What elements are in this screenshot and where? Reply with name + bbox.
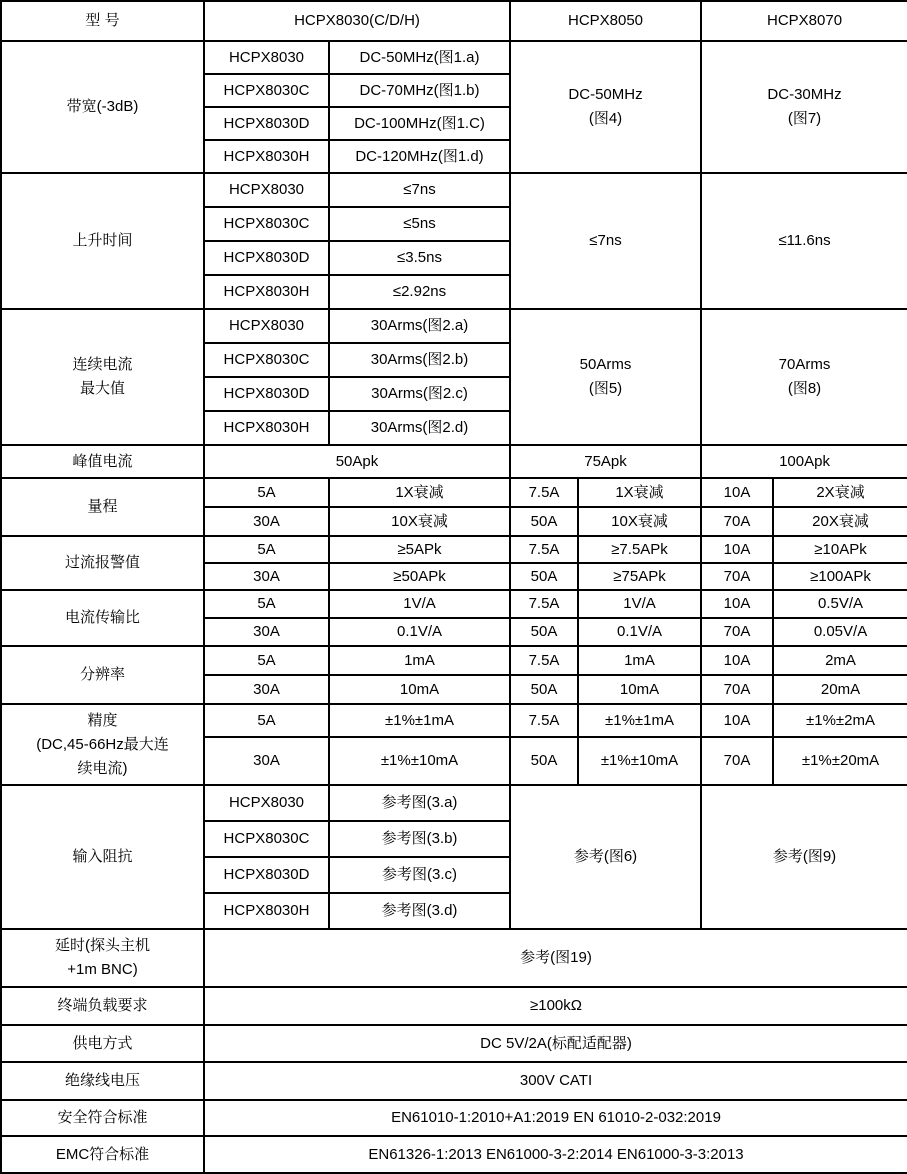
accuracy-cell: 30A [204, 737, 329, 785]
value-line: 50Arms [579, 356, 632, 373]
bandwidth-sub-model: HCPX8030 [204, 41, 329, 74]
emc-standard-value: EN61326-1:2013 EN61000-3-2:2014 EN61000-3-3:2013 [204, 1136, 907, 1173]
range-cell: 70A [701, 507, 773, 536]
peak-current-hcpx8030-value: 50Apk [204, 445, 510, 478]
ratio-cell: 0.05V/A [773, 618, 907, 646]
table-row [1, 309, 907, 343]
ratio-cell: 5A [204, 590, 329, 618]
bandwidth-sub-value: DC-100MHz(图1.C) [329, 107, 510, 140]
range-cell: 30A [204, 507, 329, 536]
header-model-label: 型 号 [1, 1, 204, 41]
accuracy-cell: ±1%±10mA [578, 737, 701, 785]
resolution-cell: 30A [204, 675, 329, 704]
alarm-cell: 10A [701, 536, 773, 563]
label-line: +1m BNC) [67, 961, 138, 978]
ratio-cell: 0.1V/A [578, 618, 701, 646]
ratio-cell: 1V/A [578, 590, 701, 618]
bandwidth-sub-value: DC-70MHz(图1.b) [329, 74, 510, 107]
row-label-terminal-load: 终端负载要求 [1, 987, 204, 1025]
row-label-delay [1, 929, 204, 987]
bandwidth-sub-model: HCPX8030C [204, 74, 329, 107]
range-cell: 5A [204, 478, 329, 507]
alarm-cell: ≥10APk [773, 536, 907, 563]
alarm-cell: ≥7.5APk [578, 536, 701, 563]
accuracy-cell: 7.5A [510, 704, 578, 737]
accuracy-cell: ±1%±2mA [773, 704, 907, 737]
table-row [1, 173, 907, 207]
impedance-sub-value: 参考图(3.d) [329, 893, 510, 929]
bandwidth-hcpx8050-value [510, 41, 701, 173]
rise-time-hcpx8070-value: ≤11.6ns [701, 173, 907, 309]
label-line: (DC,45-66Hz最大连 [36, 735, 169, 753]
continuous-current-sub-value: 30Arms(图2.c) [329, 377, 510, 411]
resolution-cell: 10mA [329, 675, 510, 704]
bandwidth-hcpx8070-value [701, 41, 907, 173]
range-cell: 7.5A [510, 478, 578, 507]
accuracy-cell: 70A [701, 737, 773, 785]
row-label-emc-standard: EMC符合标准 [1, 1136, 204, 1173]
continuous-current-hcpx8070-value [701, 309, 907, 445]
table-row [1, 929, 907, 987]
table-row [1, 1, 907, 41]
impedance-sub-value: 参考图(3.c) [329, 857, 510, 893]
figure-ref: (图8) [787, 380, 822, 397]
alarm-cell: 50A [510, 563, 578, 590]
impedance-sub-model: HCPX8030 [204, 785, 329, 821]
continuous-current-sub-model: HCPX8030 [204, 309, 329, 343]
label-line: 延时(探头主机 [55, 937, 150, 954]
value-line: DC-50MHz [568, 86, 643, 103]
table-row [1, 536, 907, 563]
ratio-cell: 0.5V/A [773, 590, 907, 618]
figure-ref: (图4) [588, 110, 623, 127]
alarm-cell: ≥50APk [329, 563, 510, 590]
impedance-sub-model: HCPX8030H [204, 893, 329, 929]
resolution-cell: 70A [701, 675, 773, 704]
table-row [1, 445, 907, 478]
continuous-current-sub-model: HCPX8030D [204, 377, 329, 411]
table-row [1, 590, 907, 618]
power-supply-value: DC 5V/2A(标配适配器) [204, 1025, 907, 1062]
safety-standard-value: EN61010-1:2010+A1:2019 EN 61010-2-032:2019 [204, 1100, 907, 1136]
resolution-cell: 1mA [329, 646, 510, 675]
rise-time-sub-value: ≤3.5ns [329, 241, 510, 275]
row-label-overcurrent-alarm: 过流报警值 [1, 536, 204, 590]
header-hcpx8070: HCPX8070 [701, 1, 907, 41]
alarm-cell: 70A [701, 563, 773, 590]
table-row [1, 785, 907, 821]
accuracy-cell: ±1%±20mA [773, 737, 907, 785]
alarm-cell: 30A [204, 563, 329, 590]
bandwidth-sub-value: DC-120MHz(图1.d) [329, 140, 510, 173]
table-row [1, 1136, 907, 1173]
label-line: 续电流) [77, 759, 128, 777]
resolution-cell: 10A [701, 646, 773, 675]
range-cell: 50A [510, 507, 578, 536]
table-row [1, 1025, 907, 1062]
terminal-load-value: ≥100kΩ [204, 987, 907, 1025]
rise-time-sub-model: HCPX8030 [204, 173, 329, 207]
row-label-safety-standard: 安全符合标准 [1, 1100, 204, 1136]
row-label-input-impedance: 输入阻抗 [1, 785, 204, 929]
label-line: 精度 [87, 711, 118, 729]
peak-current-hcpx8050-value: 75Apk [510, 445, 701, 478]
alarm-cell: ≥5APk [329, 536, 510, 563]
ratio-cell: 0.1V/A [329, 618, 510, 646]
row-label-continuous-current [1, 309, 204, 445]
ratio-cell: 70A [701, 618, 773, 646]
table-row [1, 987, 907, 1025]
range-cell: 10A [701, 478, 773, 507]
row-label-resolution: 分辨率 [1, 646, 204, 704]
accuracy-cell: 10A [701, 704, 773, 737]
continuous-current-sub-model: HCPX8030C [204, 343, 329, 377]
continuous-current-sub-model: HCPX8030H [204, 411, 329, 445]
alarm-cell: 5A [204, 536, 329, 563]
range-cell: 20X衰减 [773, 507, 907, 536]
row-label-rise-time: 上升时间 [1, 173, 204, 309]
row-label-accuracy [1, 704, 204, 785]
table-row [1, 41, 907, 74]
impedance-sub-value: 参考图(3.a) [329, 785, 510, 821]
rise-time-sub-value: ≤7ns [329, 173, 510, 207]
accuracy-cell: ±1%±1mA [329, 704, 510, 737]
table-row [1, 704, 907, 737]
resolution-cell: 10mA [578, 675, 701, 704]
range-cell: 2X衰减 [773, 478, 907, 507]
continuous-current-sub-value: 30Arms(图2.d) [329, 411, 510, 445]
table-row [1, 1100, 907, 1136]
accuracy-cell: 5A [204, 704, 329, 737]
table-row [1, 646, 907, 675]
impedance-sub-model: HCPX8030C [204, 821, 329, 857]
table-row [1, 1062, 907, 1100]
resolution-cell: 7.5A [510, 646, 578, 675]
alarm-cell: 7.5A [510, 536, 578, 563]
delay-value: 参考(图19) [204, 929, 907, 987]
row-label-transfer-ratio: 电流传输比 [1, 590, 204, 646]
continuous-current-sub-value: 30Arms(图2.b) [329, 343, 510, 377]
peak-current-hcpx8070-value: 100Apk [701, 445, 907, 478]
impedance-sub-value: 参考图(3.b) [329, 821, 510, 857]
row-label-range: 量程 [1, 478, 204, 536]
alarm-cell: ≥75APk [578, 563, 701, 590]
resolution-cell: 1mA [578, 646, 701, 675]
accuracy-cell: 50A [510, 737, 578, 785]
header-hcpx8030-group: HCPX8030(C/D/H) [204, 1, 510, 41]
impedance-hcpx8050-value: 参考(图6) [510, 785, 701, 929]
row-label-power-supply: 供电方式 [1, 1025, 204, 1062]
rise-time-sub-model: HCPX8030D [204, 241, 329, 275]
alarm-cell: ≥100APk [773, 563, 907, 590]
value-line: DC-30MHz [767, 86, 842, 103]
impedance-sub-model: HCPX8030D [204, 857, 329, 893]
bandwidth-sub-model: HCPX8030H [204, 140, 329, 173]
ratio-cell: 7.5A [510, 590, 578, 618]
ratio-cell: 50A [510, 618, 578, 646]
value-line: 70Arms [778, 356, 831, 373]
table-row [1, 478, 907, 507]
accuracy-cell: ±1%±10mA [329, 737, 510, 785]
bandwidth-sub-value: DC-50MHz(图1.a) [329, 41, 510, 74]
accuracy-cell: ±1%±1mA [578, 704, 701, 737]
resolution-cell: 20mA [773, 675, 907, 704]
rise-time-sub-value: ≤5ns [329, 207, 510, 241]
row-label-insulation-voltage: 绝缘线电压 [1, 1062, 204, 1100]
continuous-current-hcpx8050-value [510, 309, 701, 445]
resolution-cell: 5A [204, 646, 329, 675]
bandwidth-sub-model: HCPX8030D [204, 107, 329, 140]
continuous-current-sub-value: 30Arms(图2.a) [329, 309, 510, 343]
header-hcpx8050: HCPX8050 [510, 1, 701, 41]
figure-ref: (图7) [787, 110, 822, 127]
range-cell: 10X衰减 [578, 507, 701, 536]
resolution-cell: 50A [510, 675, 578, 704]
rise-time-sub-model: HCPX8030H [204, 275, 329, 309]
range-cell: 1X衰减 [578, 478, 701, 507]
rise-time-hcpx8050-value: ≤7ns [510, 173, 701, 309]
impedance-hcpx8070-value: 参考(图9) [701, 785, 907, 929]
rise-time-sub-model: HCPX8030C [204, 207, 329, 241]
label-line: 连续电流 [72, 356, 133, 373]
ratio-cell: 30A [204, 618, 329, 646]
resolution-cell: 2mA [773, 646, 907, 675]
row-label-peak-current: 峰值电流 [1, 445, 204, 478]
insulation-voltage-value: 300V CATI [204, 1062, 907, 1100]
label-line: 最大值 [79, 380, 125, 397]
ratio-cell: 1V/A [329, 590, 510, 618]
rise-time-sub-value: ≤2.92ns [329, 275, 510, 309]
figure-ref: (图5) [588, 380, 623, 397]
row-label-bandwidth: 带宽(-3dB) [1, 41, 204, 173]
range-cell: 1X衰减 [329, 478, 510, 507]
ratio-cell: 10A [701, 590, 773, 618]
range-cell: 10X衰减 [329, 507, 510, 536]
